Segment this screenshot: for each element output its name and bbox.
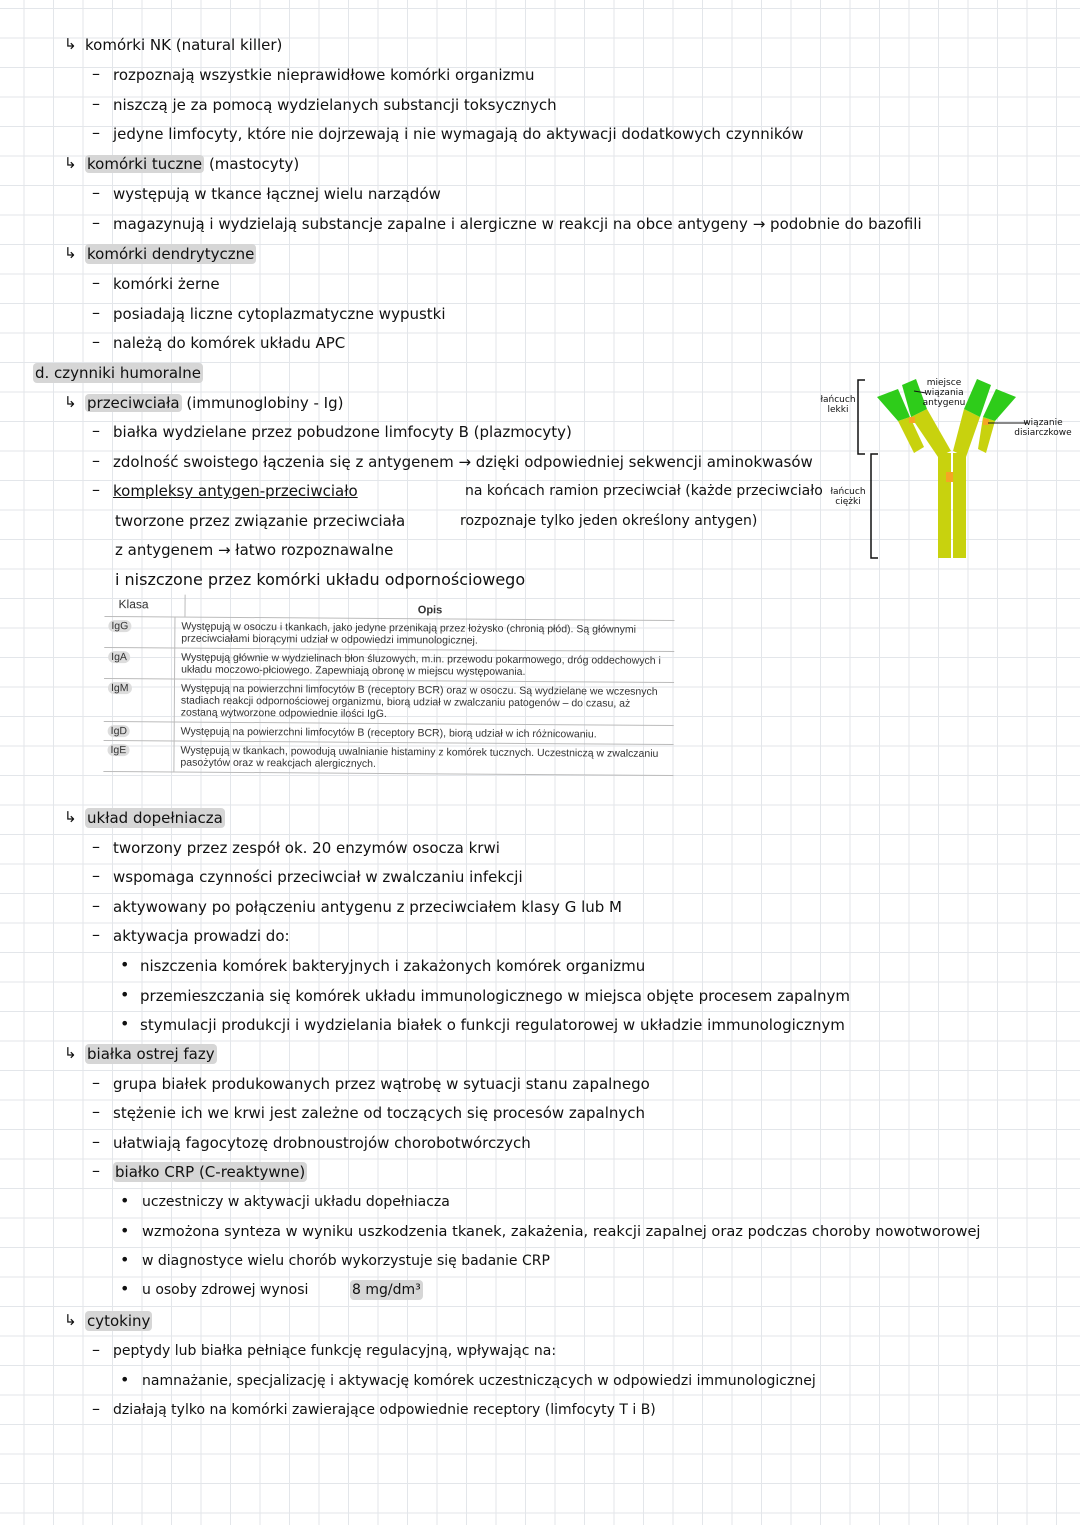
dash: – [92,837,100,856]
side-note: na końcach ramion przeciwciał (każde przeciwciało [465,483,823,499]
bullet: • [120,1370,130,1389]
dash: – [92,94,100,113]
heading-rest: (mastocyty) [208,155,300,173]
arrow-icon: ↳ [64,808,77,826]
heading-nk: komórki NK (natural killer) [85,36,283,54]
table-row [104,647,674,682]
dash: – [92,303,100,322]
heading-ostrej-fazy: białka ostrej fazy [87,1045,215,1063]
dopel-bullet: przemieszczania się komórek układu immunologicznego w miejsca objęte procesem zapalnym [140,987,851,1005]
cyto-item: peptydy lub białka pełniące funkcję regulacyjną, wpływając na: [113,1343,557,1359]
immunoglobulin-table [103,594,674,776]
bullet: • [120,1191,130,1210]
arrow-icon: ↳ [64,244,77,262]
dopel-bullet: niszczenia komórek bakteryjnych i zakażonych komórek organizmu [140,957,646,975]
dopel-item: aktywacja prowadzi do: [113,927,290,945]
nk-item: rozpoznają wszystkie nieprawidłowe komórki organizmu [113,66,535,84]
dash: – [92,896,100,915]
bullet: • [120,1279,130,1298]
tuczne-item: magazynują i wydzielają substancje zapalne i alergiczne w reakcji na obce antygeny → podobnie do bazofili [113,215,922,233]
bullet: • [120,1014,130,1033]
class-cell: IgD [108,725,130,737]
heading-przeciwciala [85,393,343,413]
side-note: rozpoznaje tylko jeden określony antygen) [460,513,758,529]
table-row [104,616,674,651]
heading-humoral: d. czynniki humoralne [35,364,201,382]
dash: – [92,123,100,142]
desc-cell: Występują głównie w wydzielinach błon śluzowych, m.in. przewodu pokarmowego, dróg oddechowych i układu moczowo-płciowego. Zapewniają obronę w miejscu występowania. [174,648,674,681]
dash: – [92,421,100,440]
ostrej-item: białko CRP (C-reaktywne) [115,1163,306,1181]
arrow-icon: ↳ [64,1311,77,1329]
desc-cell: Występują w tkankach, powodują uwalnianie histaminy z komórek tucznych. Uczestniczą w zwalczaniu pasożytów oraz w reakcjach alergicznych. [173,741,673,774]
dash: – [92,480,100,499]
class-cell: IgM [108,682,132,694]
header-klasa: Klasa [118,597,149,612]
bullet: • [120,955,130,974]
dash: – [92,1073,100,1092]
desc-cell: Występują na powierzchni limfocytów B (receptory BCR), biorą udział w ich różnicowaniu. [174,722,674,743]
dopel-bullet: stymulacji produkcji i wydzielania białek o funkcji regulatorowej w układzie immunologicznym [140,1016,845,1034]
heading-text: przeciwciała [87,394,180,412]
label-disulfide: wiązanie disiarczkowe [1014,418,1072,438]
dendr-item: komórki żerne [113,275,220,293]
nk-item: niszczą je za pomocą wydzielanych substancji toksycznych [113,96,557,114]
brackets [858,380,878,558]
dendr-item: posiadają liczne cytoplazmatyczne wypustki [113,305,446,323]
class-cell: IgG [108,620,131,632]
arrow-icon: ↳ [64,154,77,172]
bullet: • [120,985,130,1004]
heading-rest: (immunoglobiny - Ig) [186,394,344,412]
heading-cytokiny: cytokiny [87,1312,151,1330]
dash: – [92,451,100,470]
heading-text: komórki tuczne [87,155,203,173]
dash: – [92,1102,100,1121]
tuczne-item: występują w tkance łącznej wielu narządów [113,185,441,203]
table-row [104,678,674,725]
dash: – [92,1161,100,1180]
header-opis: Opis [184,595,674,620]
ostrej-bullet: w diagnostyce wielu chorób wykorzystuje się badanie CRP [142,1253,550,1269]
heading-dendr: komórki dendrytyczne [87,245,255,263]
heading-dopelniacz: układ dopełniacza [87,809,223,827]
kompleksy: kompleksy antygen-przeciwciało [113,482,358,500]
dopel-item: aktywowany po połączeniu antygenu z przeciwciałem klasy G lub M [113,898,622,916]
ostrej-item: stężenie ich we krwi jest zależne od toczących się procesów zapalnych [113,1104,645,1122]
dopel-item: wspomaga czynności przeciwciał w zwalczaniu infekcji [113,868,523,886]
bullet: • [120,1250,130,1269]
table-row [104,721,674,744]
dash: – [92,866,100,885]
ostrej-item: grupa białek produkowanych przez wątrobę w sytuacji stanu zapalnego [113,1075,650,1093]
nk-item: jedyne limfocyty, które nie dojrzewają i nie wymagają do aktywacji dodatkowych czynników [113,125,804,143]
dash: – [92,1340,100,1359]
label-binding-site: miejsce wiązania antygenu [922,378,966,408]
desc-cell: Występują na powierzchni limfocytów B (receptory BCR) oraz w osoczu. Są wydzielane we wczesnych stadiach reakcji odpornościowej organizmu, biorą udział w zwalczaniu patogenów – do czasu, aż zostaną wytworzone odpowiednie ilości IgG. [174,679,674,724]
przeciw-item: białka wydzielane przez pobudzone limfocyty B (plazmocyty) [113,423,572,441]
dash: – [92,213,100,232]
cyto-item: działają tylko na komórki zawierające odpowiednie receptory (limfocyty T i B) [113,1402,656,1418]
arrow-icon: ↳ [64,35,77,53]
arrow-icon: ↳ [64,393,77,411]
ostrej-item: ułatwiają fagocytozę drobnoustrojów chorobotwórczych [113,1134,531,1152]
kompleksy-line: z antygenem → łatwo rozpoznawalne [115,541,394,559]
bullet: • [120,1221,130,1240]
desc-cell: Występują w osoczu i tkankach, jako jedyne przenikają przez łożysko (chronią płód). Są głównymi przeciwciałami biorącymi udział w odpowiedzi immunologicznej. [174,618,674,651]
ostrej-bullet: uczestniczy w aktywacji układu dopełniacza [142,1194,450,1210]
dash: – [92,183,100,202]
ostrej-bullet: u osoby zdrowej wynosi [142,1282,309,1298]
przeciw-item: zdolność swoistego łączenia się z antygenem → dzięki odpowiedniej sekwencji aminokwasów [113,453,813,471]
kompleksy-line: i niszczone przez komórki układu odpornościowego [115,570,526,589]
table-header [104,594,674,620]
class-cell: IgE [107,744,129,756]
dopel-item: tworzony przez zespół ok. 20 enzymów osocza krwi [113,839,500,857]
table-row [103,740,673,776]
dash: – [92,332,100,351]
dash: – [92,1399,100,1418]
class-cell: IgA [108,651,130,663]
kompleksy-line: tworzone przez związanie przeciwciała [115,512,406,530]
ostrej-bullet: wzmożona synteza w wyniku uszkodzenia tkanek, zakażenia, reakcji zapalnej oraz podczas choroby nowotworowej [142,1223,981,1240]
dash: – [92,273,100,292]
heading-tuczne [85,154,299,174]
dendr-item: należą do komórek układu APC [113,334,346,352]
crp-value: 8 mg/dm³ [352,1282,421,1298]
label-heavy-chain: łańcuch ciężki [830,487,866,507]
dash: – [92,1132,100,1151]
dash: – [92,64,100,83]
arrow-icon: ↳ [64,1044,77,1062]
label-light-chain: łańcuch lekki [820,395,856,415]
dash: – [92,925,100,944]
cyto-bullet: namnażanie, specjalizację i aktywację komórek uczestniczących w odpowiedzi immunologicznej [142,1373,816,1389]
